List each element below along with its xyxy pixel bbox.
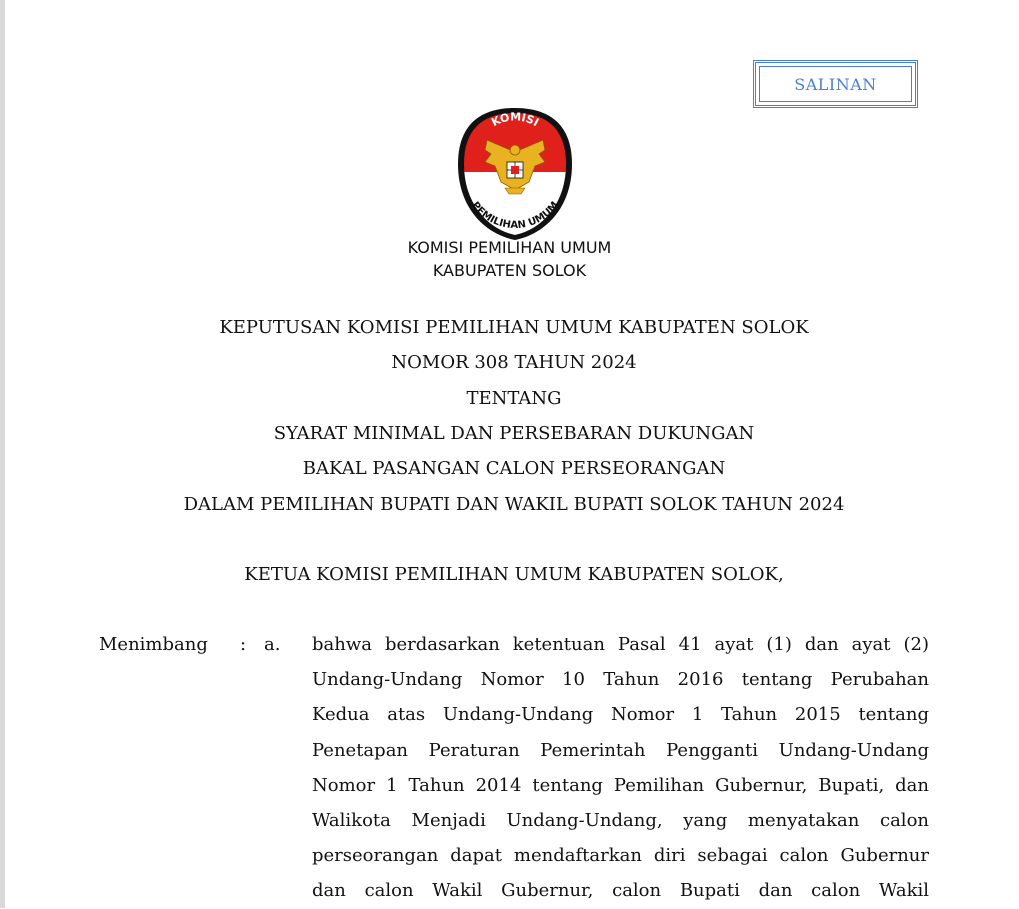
organization-name-line2: KABUPATEN SOLOK: [432, 261, 587, 280]
decree-subject-line2: BAKAL PASANGAN CALON PERSEORANGAN: [302, 458, 726, 479]
decree-tentang: TENTANG: [466, 388, 562, 409]
menimbang-item-a-text: [312, 627, 929, 909]
menimbang-colon: :: [240, 634, 247, 655]
signatory-heading: KETUA KOMISI PEMILIHAN UMUM KABUPATEN SOLOK,: [244, 564, 784, 585]
body-line: Undang-Undang Nomor 10 Tahun 2016 tentang Perubahan: [312, 669, 929, 691]
decree-subject-line1: SYARAT MINIMAL DAN PERSEBARAN DUKUNGAN: [273, 423, 755, 444]
logo-bottom-text: PEMILIHAN UMUM: [469, 199, 561, 232]
body-line: perseorangan dapat mendaftarkan diri sebagai calon Gubernur: [312, 845, 929, 867]
salinan-stamp: [753, 60, 918, 108]
kpu-logo: [455, 106, 575, 241]
decree-subject-line3: DALAM PEMILIHAN BUPATI DAN WAKIL BUPATI SOLOK TAHUN 2024: [183, 494, 845, 515]
body-line: Nomor 1 Tahun 2014 tentang Pemilihan Gubernur, Bupati, dan: [312, 774, 929, 796]
menimbang-label: Menimbang: [99, 634, 208, 655]
menimbang-item-letter: a.: [264, 634, 281, 655]
decree-title-line1: KEPUTUSAN KOMISI PEMILIHAN UMUM KABUPATEN SOLOK: [219, 317, 809, 338]
logo-top-text: KOMISI: [489, 110, 542, 130]
decree-number: NOMOR 308 TAHUN 2024: [391, 352, 637, 373]
body-line: Kedua atas Undang-Undang Nomor 1 Tahun 2015 tentang: [312, 704, 929, 726]
body-line: Walikota Menjadi Undang-Undang, yang menyatakan calon: [312, 809, 929, 831]
salinan-label: SALINAN: [794, 74, 877, 94]
organization-name-line1: KOMISI PEMILIHAN UMUM: [407, 238, 612, 257]
body-line: dan calon Wakil Gubernur, calon Bupati dan calon Wakil: [312, 880, 929, 902]
body-line: bahwa berdasarkan ketentuan Pasal 41 ayat (1) dan ayat (2): [312, 634, 929, 655]
page-left-edge: [0, 0, 5, 908]
body-line: Penetapan Peraturan Pemerintah Pengganti Undang-Undang: [312, 739, 929, 761]
